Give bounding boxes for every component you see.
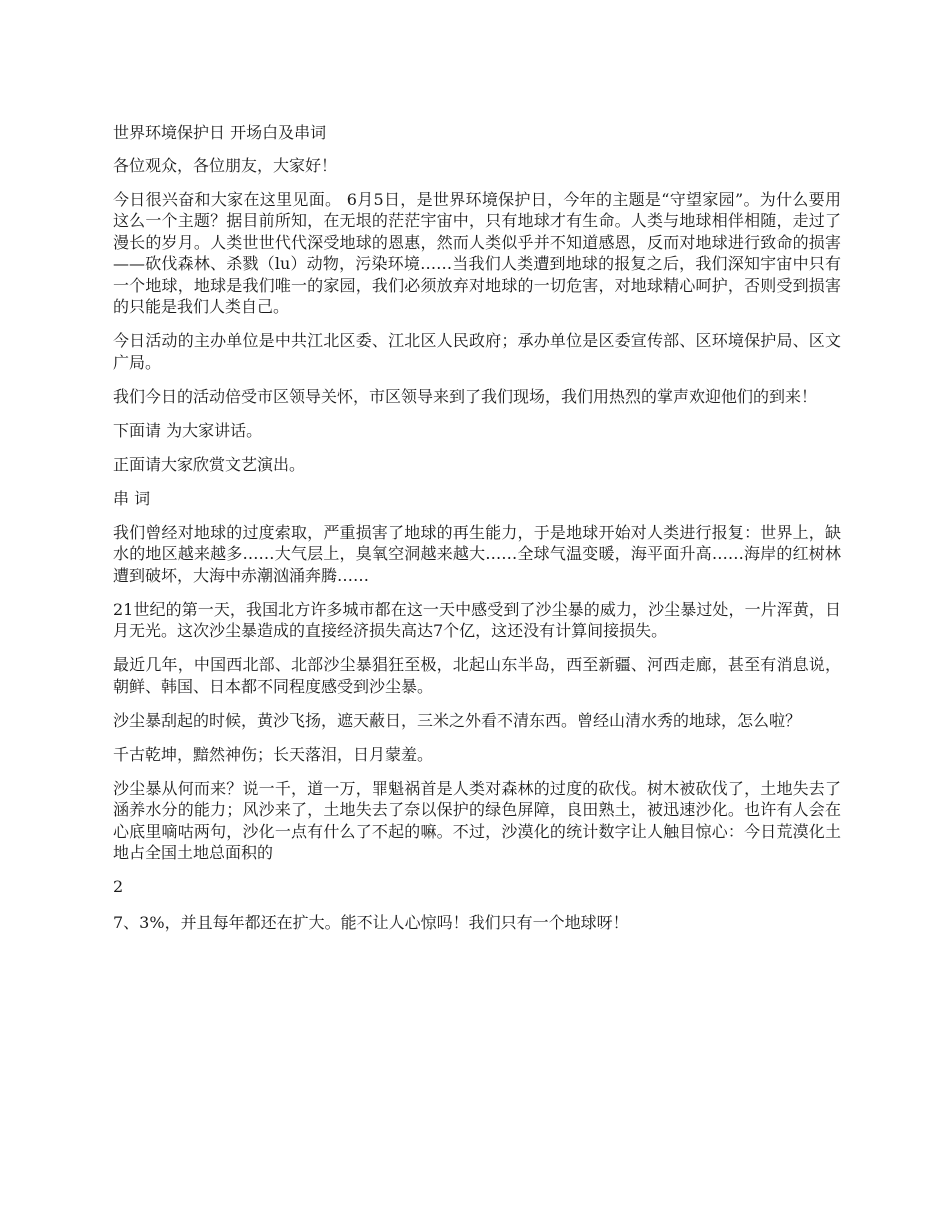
organizers-paragraph: 今日活动的主办单位是中共江北区委、江北区人民政府；承办单位是区委宣传部、区环境保护局、区文广局。 [113, 331, 841, 372]
greeting-paragraph: 各位观众，各位朋友，大家好！ [113, 155, 338, 175]
welcome-paragraph: 我们今日的活动倍受市区领导关怀，市区领导来到了我们现场，我们用热烈的掌声欢迎他们的到来！ [113, 386, 818, 406]
body-paragraph: 最近几年，中国西北部、北部沙尘暴猖狂至极，北起山东半岛，西至新疆、河西走廊，甚至有消息说，朝鲜、韩国、日本都不同程度感受到沙尘暴。 [113, 655, 841, 696]
speech-paragraph: 下面请 为大家讲话。 [113, 420, 263, 440]
body-paragraph: 千古乾坤，黯然神伤；长天落泪，日月蒙羞。 [113, 744, 434, 764]
body-paragraph: 21世纪的第一天，我国北方许多城市都在这一天中感受到了沙尘暴的威力，沙尘暴过处，一片浑黄，日月无光。这次沙尘暴造成的直接经济损失高达7个亿，这还没有计算间接损失。 [113, 599, 841, 640]
body-paragraph: 我们曾经对地球的过度索取，严重损害了地球的再生能力，于是地球开始对人类进行报复：世界上，缺水的地区越来越多……大气层上，臭氧空洞越来越大……全球气温变暖，海平面升高……海岸的红树林遭到破坏，大海中赤潮汹涌奔腾…… [113, 522, 841, 585]
body-paragraph: 沙尘暴从何而来？说一千，道一万，罪魁祸首是人类对森林的过度的砍伐。树木被砍伐了，土地失去了涵养水分的能力；风沙来了，土地失去了奈以保护的绿色屏障，良田熟土，被迅速沙化。也许有人会在心底里嘀咕两句，沙化一点有什么了不起的嘛。不过，沙漠化的统计数字让人触目惊心：今日荒漠化土地占全国土地总面积的 [113, 778, 841, 862]
document-title: 世界环境保护日 开场白及串词 [113, 123, 327, 142]
page-number: 2 [113, 877, 124, 896]
intro-paragraph: 今日很兴奋和大家在这里见面。 6月5日，是世界环境保护日，今年的主题是“守望家园”。为什么要用这么一个主题？据目前所知，在无垠的茫茫宇宙中，只有地球才有生命。人类与地球相伴相随，走过了漫长的岁月。人类世世代代深受地球的恩惠，然而人类似乎并不知道感恩，反而对地球进行致命的损害——砍伐森林、杀戮（lu）动物，污染环境……当我们人类遭到地球的报复之后，我们深知宇宙中只有一个地球，地球是我们唯一的家园，我们必须放弃对地球的一切危害，对地球精心呵护，否则受到损害的只能是我们人类自己。 [113, 189, 841, 316]
section-heading: 串 词 [113, 488, 151, 508]
document-page [113, 122, 841, 946]
performance-paragraph: 正面请大家欣赏文艺演出。 [113, 454, 306, 474]
body-paragraph: 沙尘暴刮起的时候，黄沙飞扬，遮天蔽日，三米之外看不清东西。曾经山清水秀的地球，怎么啦？ [113, 710, 802, 730]
final-paragraph: 7、3%，并且每年都还在扩大。能不让人心惊吗！我们只有一个地球呀！ [113, 912, 629, 932]
